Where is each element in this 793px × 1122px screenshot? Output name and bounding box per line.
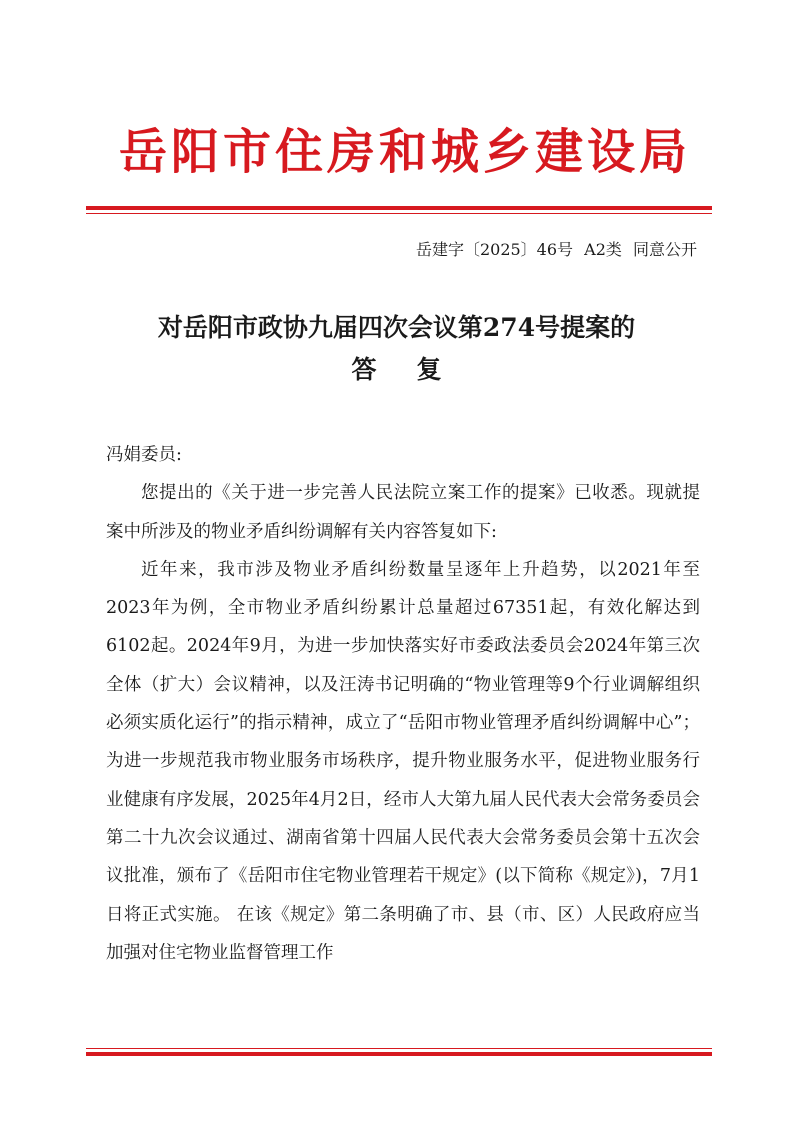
letterhead-divider-thin bbox=[86, 213, 712, 214]
document-title-line-1: 对岳阳市政协九届四次会议第274号提案的 bbox=[157, 313, 636, 342]
salutation: 冯娟委员: bbox=[106, 445, 182, 465]
document-body bbox=[106, 436, 700, 972]
document-category: A2类 bbox=[584, 240, 622, 259]
disclosure-status: 同意公开 bbox=[632, 240, 697, 259]
footer-divider-thick bbox=[86, 1052, 712, 1056]
body-paragraph-1: 您提出的《关于进一步完善人民法院立案工作的提案》已收悉。现就提案中所涉及的物业矛盾纠纷调解有关内容答复如下: bbox=[106, 483, 700, 542]
footer-divider-thin bbox=[86, 1048, 712, 1049]
document-number-line bbox=[410, 238, 697, 262]
document-title-line-2: 答复 bbox=[351, 355, 482, 384]
document-code: 岳建字〔2025〕46号 bbox=[415, 240, 574, 259]
body-paragraph-2: 近年来，我市涉及物业矛盾纠纷数量呈逐年上升趋势，以2021年至2023年为例，全市物业矛盾纠纷累计总量超过67351起，有效化解达到6102起。2024年9月，为进一步加快落实好市委政法委员会2024年第三次全体（扩大）会议精神，以及汪涛书记明确的“物业管理等9个行业调解组织必须实质化运行”的指示精神，成立了“岳阳市物业管理矛盾纠纷调解中心”；为进一步规范我市物业服务市场秩序，提升物业服务水平，促进物业服务行业健康有序发展，2025年4月2日，经市人大第九届人民代表大会常务委员会第二十九次会议通过、湖南省第十四届人民代表大会常务委员会第十五次会议批准，颁布了《岳阳市住宅物业管理若干规定》(以下简称《规定》)，7月1日将正式实施。 在该《规定》第二条明确了市、县（市、区）人民政府应当加强对住宅物业监督管理工作 bbox=[106, 559, 700, 963]
letterhead-divider-thick bbox=[86, 206, 712, 210]
letterhead-title: 岳阳市住房和城乡建设局 bbox=[118, 124, 691, 180]
